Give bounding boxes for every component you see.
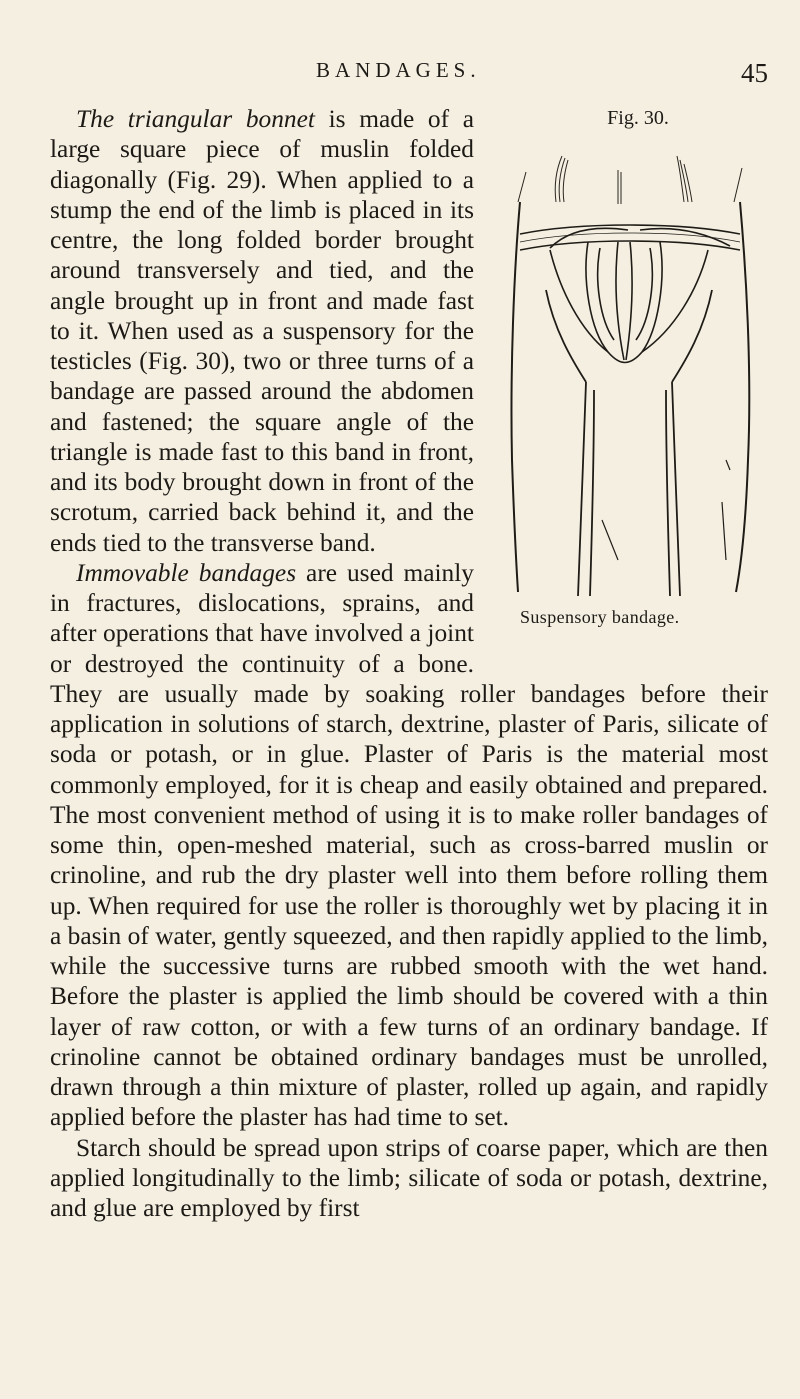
triangle-pouch [550,242,708,363]
figure-caption: Suspensory bandage. [520,607,680,627]
running-head [0,58,800,98]
paragraph-lead: The triangular bonnet [76,105,315,133]
torso-outline [511,202,749,592]
band-ends [602,460,730,560]
paragraph-text: Starch should be spread upon strips of coarse paper, which are then applied longitudinally to the limb; silicate of soda or potash, dextrine, and glue are employed by first [50,1133,768,1222]
paragraph-text: is made of a large square piece of muslin folded diagonally (Fig. 29). When applied to a stump the end of the limb is placed in its centre, the long folded border brought around transversely and tied, and the angle brought up in front and made fast to it. When used as a suspensory for the testicles (Fig. 30), two or three turns of a bandage are passed around the abdomen and fastened; the square angle of the triangle is made fast to this band in front, and its body brought down in front of the scrotum, carried back behind it, and the ends tied to the transverse band. [50,105,474,557]
running-title: BANDAGES. [316,58,481,82]
hatching-strokes [518,156,742,204]
body-text [50,104,768,1223]
paragraph-starch [50,1133,768,1224]
paragraph-lead: Immovable bandages [76,558,297,587]
page-number: 45 [741,58,768,88]
figure-label: Fig. 30. [607,107,669,129]
suspensory-bandage-illustration [490,130,766,600]
paragraph-text: are used mainly in fractures, dislocations, sprains, and after operations that have involved a joint or destroyed the continuity of a bone. They are usually made by soaking roller bandages before their application in solutions of starch, dextrine, plaster of Paris, silicate of soda or potash, or in glue. Plaster of Paris is the material most commonly employed, for it is cheap and easily obtained and prepared. The most convenient method of using it is to make roller bandages of some thin, open-meshed material, such as cross-barred muslin or crinoline, and rub the dry plaster well into them before rolling them up. When required for use the roller is thoroughly wet by placing it in a basin of water, gently squeezed, and then rapidly applied to the limb, while the successive turns are rubbed smooth with the wet hand. Before the plaster is applied the limb should be covered with a thin layer of raw cotton, or with a few turns of an ordinary bandage. If crinoline cannot be obtained ordinary bandages must be unrolled, drawn through a thin mixture of plaster, rolled up again, and rapidly applied before the plaster has had time to set. [50,558,768,1132]
figure-30 [486,106,776,652]
